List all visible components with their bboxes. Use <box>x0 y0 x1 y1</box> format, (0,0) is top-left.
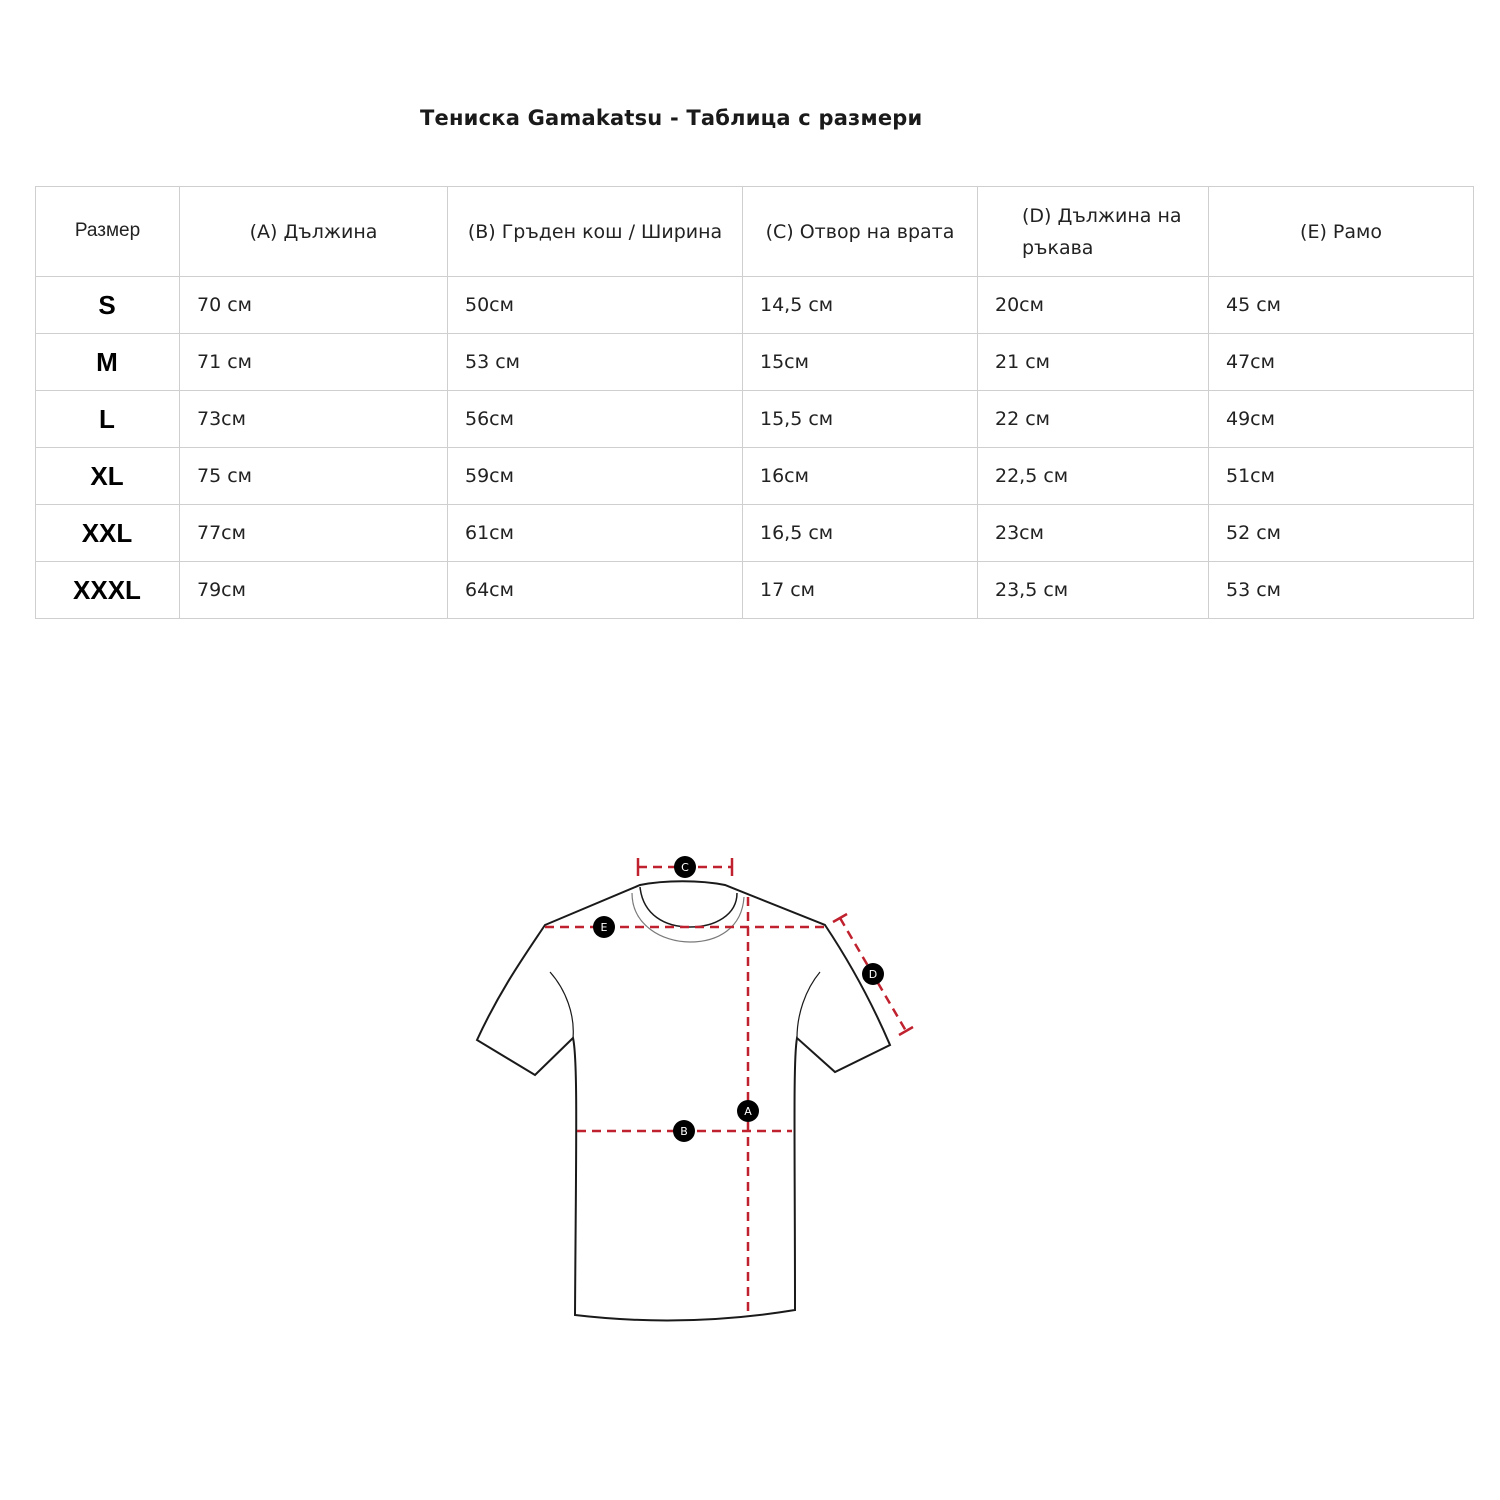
collar-inner <box>640 887 737 927</box>
cell-shoulder: 53 см <box>1209 562 1474 619</box>
cell-chest-width: 61см <box>448 505 743 562</box>
cell-length: 73см <box>180 391 448 448</box>
cell-length: 77см <box>180 505 448 562</box>
header-shoulder: (E) Рамо <box>1209 187 1474 277</box>
header-neck-opening: (C) Отвор на врата <box>743 187 978 277</box>
cell-shoulder: 45 см <box>1209 277 1474 334</box>
table-row <box>36 391 1474 448</box>
cell-neck-opening: 14,5 см <box>743 277 978 334</box>
header-length: (A) Дължина <box>180 187 448 277</box>
cell-neck-opening: 16см <box>743 448 978 505</box>
header-sleeve-length <box>978 187 1209 277</box>
size-chart-table <box>35 186 1474 619</box>
cell-chest-width: 64см <box>448 562 743 619</box>
cell-shoulder: 47см <box>1209 334 1474 391</box>
cell-sleeve-length: 20см <box>978 277 1209 334</box>
cell-size: S <box>36 277 180 334</box>
header-chest-width: (B) Гръден кош / Ширина <box>448 187 743 277</box>
tshirt-measurement-diagram <box>460 840 940 1340</box>
cell-size: XXXL <box>36 562 180 619</box>
table-row <box>36 562 1474 619</box>
cell-sleeve-length: 23см <box>978 505 1209 562</box>
cell-shoulder: 51см <box>1209 448 1474 505</box>
badge-e-label: E <box>600 921 608 934</box>
cell-length: 71 см <box>180 334 448 391</box>
cell-size: XXL <box>36 505 180 562</box>
cell-sleeve-length: 22 см <box>978 391 1209 448</box>
table-header-row <box>36 187 1474 277</box>
sleeve-measure-cap-bottom <box>899 1027 913 1035</box>
cell-length: 79см <box>180 562 448 619</box>
page-title: Тениска Gamakatsu - Таблица с размери <box>420 106 923 130</box>
badge-a-label: A <box>744 1105 752 1118</box>
collar-outer <box>632 893 744 942</box>
header-sleeve-length-line1: (D) Дължина на <box>1022 204 1182 227</box>
cell-neck-opening: 15,5 см <box>743 391 978 448</box>
cell-chest-width: 59см <box>448 448 743 505</box>
cell-neck-opening: 17 см <box>743 562 978 619</box>
cell-neck-opening: 15см <box>743 334 978 391</box>
header-size: Размер <box>36 187 180 277</box>
cell-size: XL <box>36 448 180 505</box>
cell-sleeve-length: 21 см <box>978 334 1209 391</box>
table-row <box>36 505 1474 562</box>
cell-chest-width: 56см <box>448 391 743 448</box>
left-sleeve-seam <box>550 972 573 1038</box>
table-row <box>36 448 1474 505</box>
cell-sleeve-length: 23,5 см <box>978 562 1209 619</box>
badge-c-label: C <box>681 861 689 874</box>
cell-size: M <box>36 334 180 391</box>
badge-d <box>862 963 884 985</box>
badge-b-label: B <box>680 1125 688 1138</box>
cell-shoulder: 49см <box>1209 391 1474 448</box>
cell-sleeve-length: 22,5 см <box>978 448 1209 505</box>
badge-e <box>593 916 615 938</box>
cell-chest-width: 53 см <box>448 334 743 391</box>
shirt-outline <box>477 881 890 1320</box>
right-sleeve-seam <box>797 972 820 1038</box>
badge-a <box>737 1100 759 1122</box>
cell-chest-width: 50см <box>448 277 743 334</box>
cell-shoulder: 52 см <box>1209 505 1474 562</box>
cell-length: 70 см <box>180 277 448 334</box>
badge-b <box>673 1120 695 1142</box>
cell-length: 75 см <box>180 448 448 505</box>
badge-c <box>674 856 696 878</box>
sleeve-measure-cap-top <box>833 914 847 922</box>
cell-neck-opening: 16,5 см <box>743 505 978 562</box>
header-sleeve-length-line2: ръкава <box>1022 236 1094 259</box>
cell-size: L <box>36 391 180 448</box>
table-row <box>36 334 1474 391</box>
table-row <box>36 277 1474 334</box>
badge-d-label: D <box>868 968 878 981</box>
